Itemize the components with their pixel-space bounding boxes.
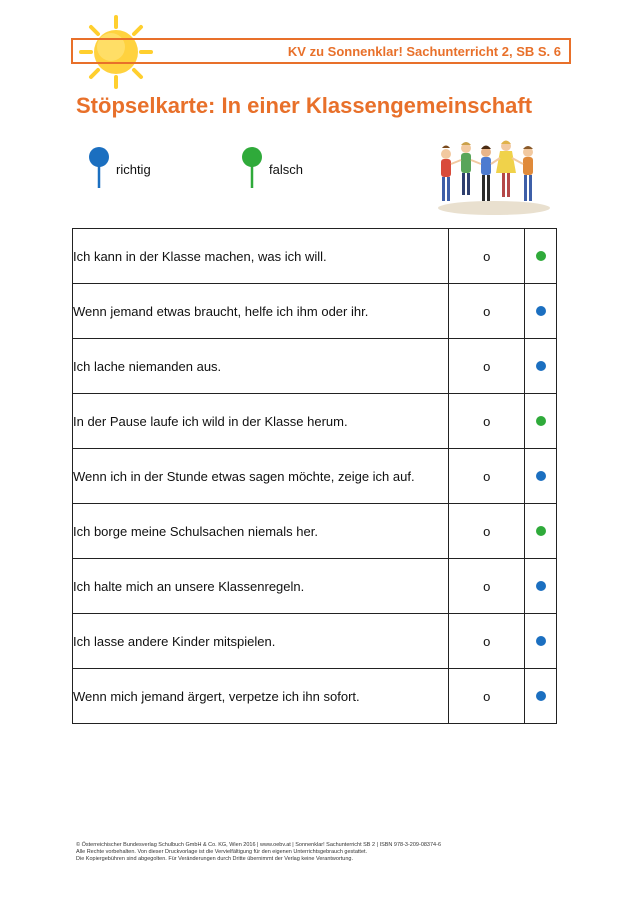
blue-pin-icon [88,146,110,190]
blue-dot-icon [536,361,546,371]
statement-text: Ich borge meine Schulsachen niemals her. [73,504,449,559]
table-row [73,669,557,724]
statement-text: Ich halte mich an unsere Klassenregeln. [73,559,449,614]
children-illustration [434,140,554,216]
answer-hole[interactable]: o [449,229,525,284]
answer-hole[interactable]: o [449,669,525,724]
table-row [73,504,557,559]
statement-table [72,228,557,724]
header-text: KV zu Sonnenklar! Sachunterricht 2, SB S. 6 [287,44,561,59]
green-dot-icon [536,251,546,261]
table-row [73,394,557,449]
legend-richtig [88,146,151,190]
legend-label-falsch: falsch [269,162,303,177]
statement-text: Wenn mich jemand ärgert, verpetze ich ihn sofort. [73,669,449,724]
footer-line: © Österreichischer Bundesverlag Schulbuch GmbH & Co. KG, Wien 2016 | www.oebv.at | Sonnenklar! Sachunterricht SB 2 | ISBN 978-3-209-08374-6 [76,842,442,848]
legend-label-richtig: richtig [116,162,151,177]
statement-text: Ich lasse andere Kinder mitspielen. [73,614,449,669]
solution-cell [525,229,557,284]
statement-text: Ich kann in der Klasse machen, was ich will. [73,229,449,284]
blue-dot-icon [536,636,546,646]
answer-hole[interactable]: o [449,284,525,339]
footer [76,842,596,863]
footer-line: Die Kopiergebühren sind abgegolten. Für Veränderungen durch Dritte übernimmt der Verlag keine Verantwortung. [76,856,354,862]
header-banner [71,38,571,64]
statement-text: Ich lache niemanden aus. [73,339,449,394]
green-dot-icon [536,526,546,536]
blue-dot-icon [536,471,546,481]
solution-cell [525,559,557,614]
answer-hole[interactable]: o [449,614,525,669]
green-pin-icon [241,146,263,190]
page-title: Stöpselkarte: In einer Klassengemeinschaft [76,93,533,118]
solution-cell [525,669,557,724]
solution-cell [525,394,557,449]
blue-dot-icon [536,691,546,701]
answer-hole[interactable]: o [449,504,525,559]
legend-falsch [241,146,303,190]
table-row [73,449,557,504]
table-row [73,559,557,614]
table-row [73,229,557,284]
answer-hole[interactable]: o [449,339,525,394]
solution-cell [525,504,557,559]
solution-cell [525,339,557,394]
solution-cell [525,614,557,669]
table-row [73,614,557,669]
solution-cell [525,284,557,339]
solution-cell [525,449,557,504]
table-row [73,284,557,339]
footer-line: Alle Rechte vorbehalten. Von dieser Druckvorlage ist die Vervielfältigung für den eigenen Unterrichtsgebrauch gestattet. [76,849,368,855]
blue-dot-icon [536,581,546,591]
statement-text: Wenn ich in der Stunde etwas sagen möchte, zeige ich auf. [73,449,449,504]
answer-hole[interactable]: o [449,394,525,449]
answer-hole[interactable]: o [449,559,525,614]
blue-dot-icon [536,306,546,316]
green-dot-icon [536,416,546,426]
table-row [73,339,557,394]
statement-text: Wenn jemand etwas braucht, helfe ich ihm oder ihr. [73,284,449,339]
answer-hole[interactable]: o [449,449,525,504]
statement-text: In der Pause laufe ich wild in der Klasse herum. [73,394,449,449]
